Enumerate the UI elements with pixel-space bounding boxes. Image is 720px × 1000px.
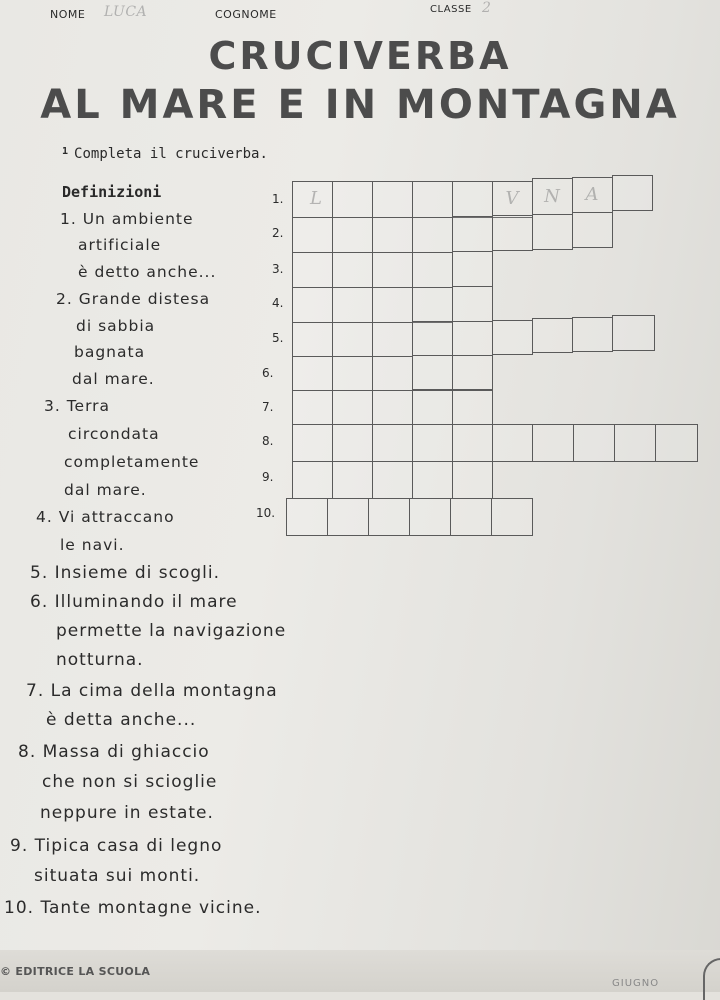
crossword-cell[interactable] <box>412 424 453 462</box>
crossword-cell[interactable] <box>491 498 533 536</box>
definition-line: 4. Vi attraccano <box>36 508 175 526</box>
definition-line: 2. Grande distesa <box>56 290 211 308</box>
definition-line: 5. Insieme di scogli. <box>30 563 221 583</box>
definition-line: 9. Tipica casa di legno <box>10 836 223 856</box>
row-number: 5. <box>272 331 284 345</box>
crossword-cell[interactable] <box>286 498 328 536</box>
row-number: 3. <box>272 262 284 276</box>
crossword-cell[interactable] <box>612 315 655 351</box>
crossword-cell[interactable] <box>332 252 373 288</box>
crossword-cell[interactable] <box>450 498 492 536</box>
crossword-cell[interactable] <box>332 322 373 357</box>
crossword-cell[interactable] <box>412 321 453 356</box>
crossword-cell[interactable] <box>452 216 493 252</box>
row-number: 6. <box>262 366 274 380</box>
page-title: CRUCIVERBA <box>208 34 512 78</box>
crossword-cell[interactable] <box>492 424 533 462</box>
exercise-number: 1 <box>62 146 69 157</box>
crossword-cell[interactable] <box>332 461 373 499</box>
crossword-cell[interactable] <box>372 252 413 288</box>
crossword-cell[interactable] <box>532 424 574 462</box>
row-number: 9. <box>262 470 274 484</box>
crossword-cell[interactable] <box>572 212 613 248</box>
crossword-cell[interactable] <box>372 424 413 462</box>
crossword-cell[interactable] <box>452 181 493 218</box>
page-subtitle: AL MARE E IN MONTAGNA <box>40 82 680 128</box>
crossword-cell[interactable] <box>412 461 453 499</box>
crossword-cell[interactable] <box>292 287 333 323</box>
crossword-cell[interactable] <box>412 252 453 288</box>
crossword-cell[interactable] <box>412 181 453 218</box>
crossword-cell[interactable] <box>409 498 451 536</box>
crossword-cell[interactable] <box>292 390 333 425</box>
definition-line: è detta anche... <box>46 710 197 730</box>
definition-line: permette la navigazione <box>56 621 287 641</box>
handwritten-letter: V <box>505 188 519 209</box>
row-number: 2. <box>272 226 284 240</box>
crossword-cell[interactable] <box>292 424 333 462</box>
definition-line: artificiale <box>78 236 162 254</box>
definition-line: 7. La cima della montagna <box>26 681 278 701</box>
crossword-cell[interactable] <box>573 424 615 462</box>
crossword-cell[interactable] <box>292 322 333 357</box>
crossword-cell[interactable] <box>327 498 369 536</box>
definition-line: 1. Un ambiente <box>60 210 194 228</box>
row-number: 4. <box>272 296 284 310</box>
student-header <box>0 0 720 28</box>
definition-line: è detto anche... <box>78 263 217 281</box>
row-number: 7. <box>262 400 274 414</box>
definitions-heading: Definizioni <box>62 183 162 201</box>
definition-line: 10. Tante montagne vicine. <box>4 898 262 918</box>
row-number: 1. <box>272 192 284 206</box>
definition-line: di sabbia <box>76 317 156 335</box>
crossword-cell[interactable] <box>332 356 373 391</box>
crossword-cell[interactable] <box>452 321 493 356</box>
row-number: 10. <box>256 506 276 520</box>
crossword-cell[interactable] <box>372 390 413 425</box>
crossword-cell[interactable] <box>292 252 333 288</box>
crossword-cell[interactable] <box>332 181 373 218</box>
crossword-cell[interactable] <box>532 214 573 250</box>
crossword-cell[interactable] <box>614 424 656 462</box>
definition-line: circondata <box>68 425 160 443</box>
nome-value: LUCA <box>104 4 148 20</box>
exercise-text: Completa il cruciverba. <box>74 146 268 162</box>
classe-value: 2 <box>482 0 492 16</box>
definition-line: che non si scioglie <box>42 772 218 792</box>
cognome-label: COGNOME <box>215 8 277 21</box>
month-label: GIUGNO <box>612 978 660 989</box>
publisher-credit: © EDITRICE LA SCUOLA <box>0 965 151 978</box>
crossword-cell[interactable] <box>532 318 573 353</box>
crossword-cell[interactable] <box>332 217 373 253</box>
crossword-cell[interactable] <box>372 181 413 218</box>
definition-line: neppure in estate. <box>40 803 214 823</box>
definition-line: bagnata <box>74 343 146 361</box>
crossword-cell[interactable] <box>332 287 373 323</box>
crossword-cell[interactable] <box>452 355 493 390</box>
crossword-cell[interactable] <box>372 217 413 253</box>
crossword-cell[interactable] <box>372 356 413 391</box>
crossword-cell[interactable] <box>332 390 373 425</box>
crossword-cell[interactable] <box>412 287 453 323</box>
crossword-cell[interactable] <box>655 424 698 462</box>
row-number: 8. <box>262 434 274 448</box>
crossword-cell[interactable] <box>452 461 493 499</box>
nome-label: NOME <box>50 8 86 21</box>
crossword-cell[interactable] <box>492 215 533 251</box>
crossword-cell[interactable] <box>292 217 333 253</box>
crossword-cell[interactable] <box>412 390 453 425</box>
crossword-cell[interactable] <box>612 175 653 211</box>
definition-line: completamente <box>64 453 200 471</box>
definition-line: 3. Terra <box>44 397 111 415</box>
definition-line: 8. Massa di ghiaccio <box>18 742 210 762</box>
crossword-cell[interactable] <box>292 356 333 391</box>
definition-line: situata sui monti. <box>34 866 201 886</box>
definition-line: dal mare. <box>64 481 147 499</box>
crossword-cell[interactable] <box>572 317 613 352</box>
crossword-cell[interactable] <box>452 390 493 425</box>
crossword-cell[interactable] <box>372 287 413 323</box>
definition-line: dal mare. <box>72 370 155 388</box>
crossword-cell[interactable] <box>372 322 413 357</box>
definition-line: 6. Illuminando il mare <box>30 592 238 612</box>
page-curl <box>703 958 720 1000</box>
handwritten-letter: A <box>585 184 599 205</box>
classe-label: CLASSE <box>430 4 472 15</box>
crossword-cell[interactable] <box>412 217 453 253</box>
crossword-cell[interactable] <box>332 424 373 462</box>
exercise-instruction <box>62 146 268 162</box>
crossword-cell[interactable] <box>452 286 493 322</box>
crossword-cell[interactable] <box>492 320 533 355</box>
definition-line: le navi. <box>60 536 125 554</box>
crossword-cell[interactable] <box>372 461 413 499</box>
crossword-cell[interactable] <box>452 424 493 462</box>
crossword-cell[interactable] <box>292 461 333 499</box>
definition-line: notturna. <box>56 650 144 670</box>
crossword-cell[interactable] <box>412 355 453 390</box>
handwritten-letter: L <box>310 188 322 209</box>
handwritten-letter: N <box>544 186 560 207</box>
crossword-cell[interactable] <box>368 498 410 536</box>
crossword-cell[interactable] <box>452 251 493 287</box>
